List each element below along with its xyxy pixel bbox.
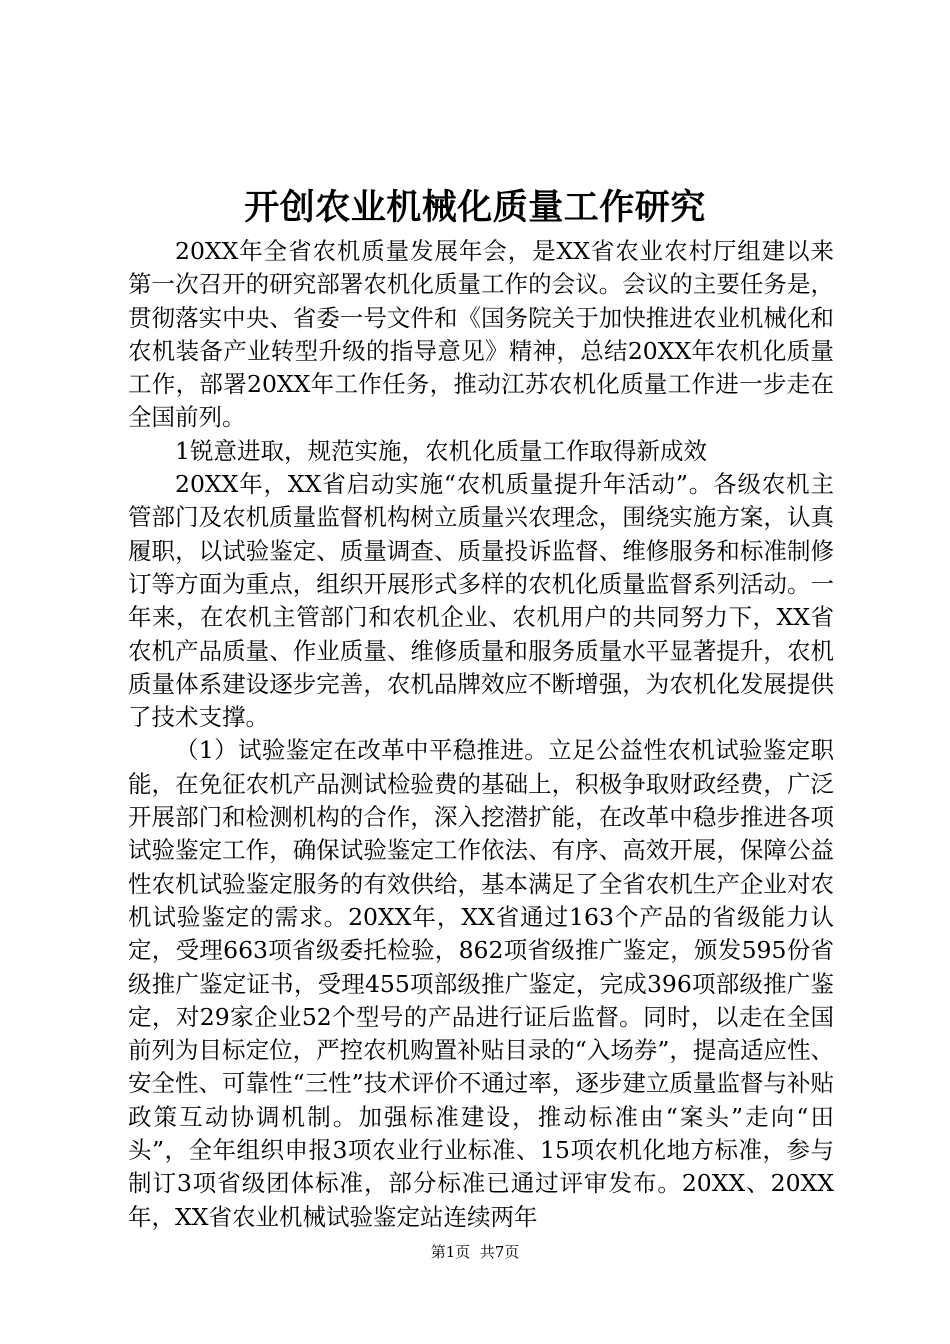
paragraph-testing: （1）试验鉴定在改革中平稳推进。立足公益性农机试验鉴定职能，在免征农机产品测试检验费的基础上，积极争取财政经费，广泛开展部门和检测机构的合作，深入挖潜扩能，在改革中稳步推进各项试验鉴定工作，确保试验鉴定工作依法、有序、高效开展，保障公益性农机试验鉴定服务的有效供给，基本满足了全省农机生产企业对农机试验鉴定的需求。20XX年，XX省通过163个产品的省级能力认定，受理663项省级委托检验，862项省级推广鉴定，颁发595份省级推广鉴定证书，受理455项部级推广鉴定，完成396项部级推广鉴定，对29家企业52个型号的产品进行证后监督。同时，以走在全国前列为目标定位，严控农机购置补贴目录的“入场券”，提高适应性、安全性、可靠性“三性”技术评价不通过率，逐步建立质量监督与补贴政策互动协调机制。加强标准建设，推动标准由“案头”走向“田头”，全年组织申报3项农业行业标准、15项农机化地方标准，参与制订3项省级团体标准，部分标准已通过评审发布。20XX、20XX年，XX省农业机械试验鉴定站连续两年: [128, 736, 834, 1231]
paragraph-overview: 20XX年，XX省启动实施“农机质量提升年活动”。各级农机主管部门及农机质量监督机构树立质量兴农理念，围绕实施方案，认真履职，以试验鉴定、质量调查、质量投诉监督、维修服务和标准制修订等方面为重点，组织开展形式多样的农机化质量监督系列活动。一年来，在农机主管部门和农机企业、农机用户的共同努力下，XX省农机产品质量、作业质量、维修质量和服务质量水平显著提升，农机质量体系建设逐步完善，农机品牌效应不断增强，为农机化发展提供了技术支撑。: [128, 470, 834, 732]
section-heading: 1锐意进取，规范实施，农机化质量工作取得新成效: [175, 436, 707, 465]
paragraph-intro: 20XX年全省农机质量发展年会，是XX省农业农村厅组建以来第一次召开的研究部署农机化质量工作的会议。会议的主要任务是，贯彻落实中央、省委一号文件和《国务院关于加快推进农业机械化和农机装备产业转型升级的指导意见》精神，总结20XX年农机化质量工作，部署20XX年工作任务，推动江苏农机化质量工作进一步走在全国前列。: [128, 237, 834, 432]
document-title: 开创农业机械化质量工作研究: [244, 187, 706, 228]
document-body: [128, 235, 834, 1234]
page-number: 第1页 共7页: [430, 1243, 520, 1261]
